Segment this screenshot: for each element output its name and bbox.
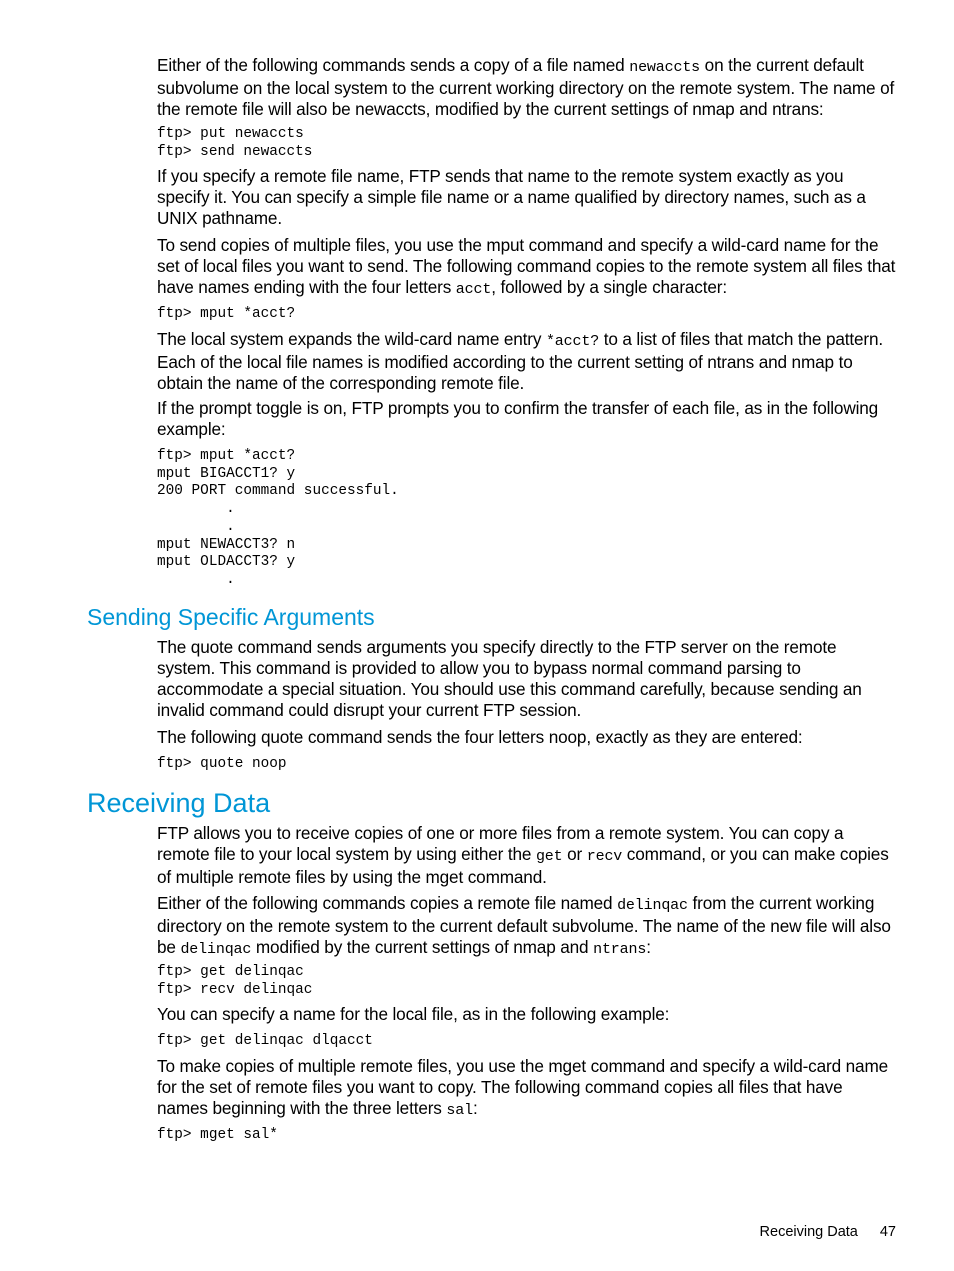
text: : xyxy=(472,1098,478,1118)
inline-code: delinqac xyxy=(180,941,252,958)
code-text: ftp> get delinqac ftp> recv delinqac xyxy=(157,964,313,998)
page-number: 47 xyxy=(879,1224,896,1240)
text: modified by the current settings of nmap and xyxy=(251,937,594,957)
page-footer xyxy=(760,1223,896,1241)
code-text: ftp> mget sal* xyxy=(157,1127,278,1143)
paragraph-wildcard-expand xyxy=(157,329,897,394)
text: The local system expands the wild-card name entry xyxy=(157,329,546,349)
code-block-mget xyxy=(157,1127,897,1145)
paragraph-quote-noop xyxy=(157,727,897,748)
paragraph-receiving-intro xyxy=(157,823,897,888)
code-text: ftp> put newaccts ftp> send newaccts xyxy=(157,126,313,160)
text: If you specify a remote file name, FTP sends that name to the remote system exactly as you specify it. You can specify a simple file name or a name qualified by directory names, such as a UNIX pathname. xyxy=(157,166,866,228)
inline-code: newaccts xyxy=(629,59,701,76)
text: command, or you can make copies of multiple remote files by using the mget command. xyxy=(157,844,889,887)
paragraph-local-name xyxy=(157,1004,897,1025)
paragraph-mget-intro xyxy=(157,1056,897,1121)
code-text: ftp> mput *acct? mput BIGACCT1? y 200 PORT command successful. . . mput NEWACCT3? n mput OLDACCT3? y . xyxy=(157,448,399,588)
inline-code: acct xyxy=(455,281,492,298)
text: or xyxy=(562,844,587,864)
inline-code: *acct? xyxy=(545,333,600,350)
code-text: ftp> get delinqac dlqacct xyxy=(157,1033,373,1049)
paragraph-mput-intro xyxy=(157,235,897,300)
text: : xyxy=(646,937,651,957)
inline-code: sal xyxy=(446,1102,473,1119)
text: Either of the following commands sends a copy of a file named xyxy=(157,55,630,75)
text: Either of the following commands copies a remote file named xyxy=(157,893,618,913)
text: The quote command sends arguments you specify directly to the FTP server on the remote system. This command is provided to allow you to bypass normal command parsing to accommodate a special situation. You should use this command carefully, because sending an invalid command could disrupt your current FTP session. xyxy=(157,637,862,720)
text: FTP allows you to receive copies of one or more files from a remote system. You can copy a remote file to your local system by using either the xyxy=(157,823,844,864)
section-heading-receiving-data: Receiving Data xyxy=(87,788,271,818)
paragraph-put-send-intro xyxy=(157,55,897,120)
text: To make copies of multiple remote files, you use the mget command and specify a wild-card name for the set of remote files you want to copy. The following command copies all files that have names beginning with the three letters xyxy=(157,1056,889,1118)
code-block-put-send xyxy=(157,126,897,161)
text: , followed by a single character: xyxy=(491,277,727,297)
text: to a list of files that match the pattern. Each of the local file names is modified according to the current setting of ntrans and nmap to obtain the name of the corresponding remote file. xyxy=(157,329,884,393)
text: The following quote command sends the four letters noop, exactly as they are entered: xyxy=(157,727,803,747)
code-block-quote xyxy=(157,756,897,774)
code-block-get-recv xyxy=(157,964,897,999)
text: If the prompt toggle is on, FTP prompts you to confirm the transfer of each file, as in the following example: xyxy=(157,398,879,439)
code-block-mput xyxy=(157,306,897,324)
code-text: ftp> quote noop xyxy=(157,756,287,772)
text: To send copies of multiple files, you use the mput command and specify a wild-card name for the set of local files you want to send. The following command copies to the remote system all files that have names ending with the four letters xyxy=(157,235,896,297)
inline-code: delinqac xyxy=(617,897,688,914)
paragraph-quote-command xyxy=(157,637,897,721)
paragraph-remote-file-name xyxy=(157,166,897,229)
text: from the current working directory on the remote system to the current default subvolume. The name of the new file will also be xyxy=(157,893,891,957)
code-text: ftp> mput *acct? xyxy=(157,306,296,322)
inline-code: recv xyxy=(586,848,623,865)
inline-code: get xyxy=(535,848,563,865)
code-block-get-dlqacct xyxy=(157,1033,897,1051)
paragraph-get-recv xyxy=(157,893,897,960)
text: You can specify a name for the local file, as in the following example: xyxy=(157,1004,670,1024)
text: on the current default subvolume on the local system to the current working directory on the remote system. The name of the remote file will also be newaccts, modified by the current settings of nmap and ntrans: xyxy=(157,55,895,119)
code-block-mput-example xyxy=(157,448,897,590)
inline-code: ntrans xyxy=(593,941,647,958)
paragraph-prompt-toggle xyxy=(157,398,897,440)
footer-section-title: Receiving Data xyxy=(759,1224,858,1240)
section-heading-sending-specific-arguments: Sending Specific Arguments xyxy=(87,604,375,630)
